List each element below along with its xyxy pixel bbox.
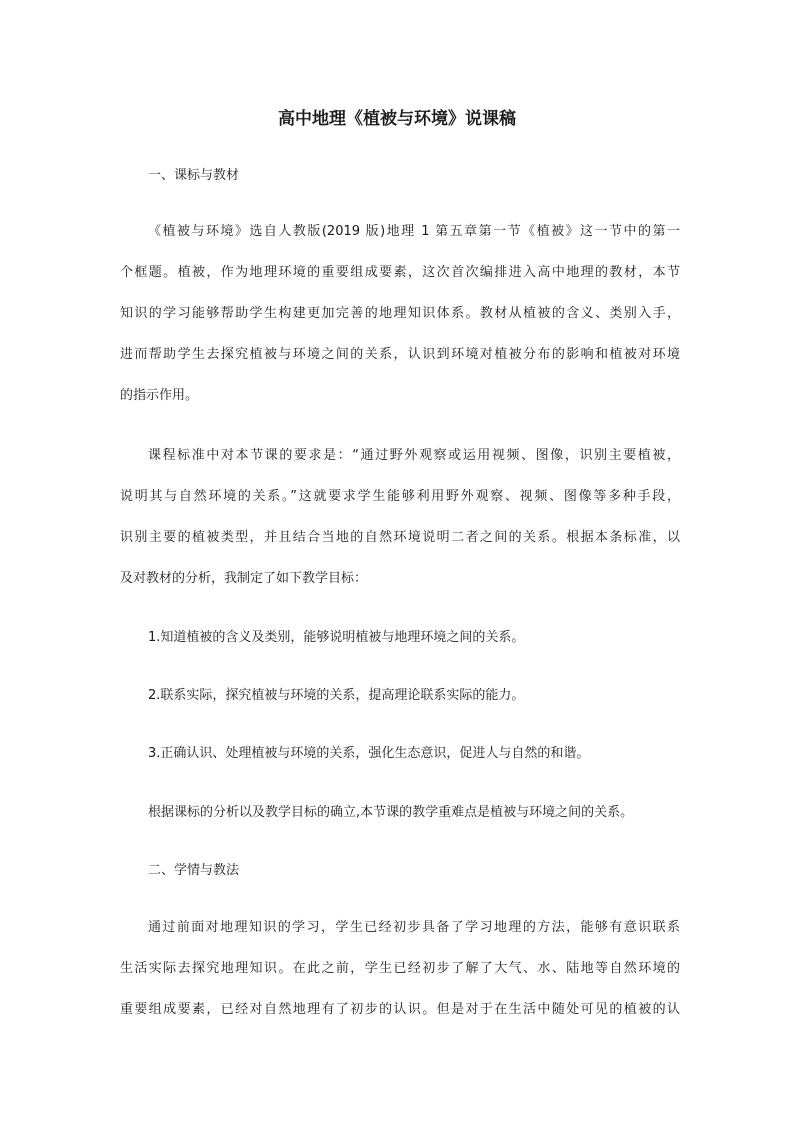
paragraph-line: 知识的学习能够帮助学生构建更加完善的地理知识体系。教材从植被的含义、类别入手， (120, 306, 680, 321)
paragraph-line: 课程标准中对本节课的要求是：“通过野外观察或运用视频、图像，识别主要植被， (148, 448, 680, 463)
paragraph-line: 生活实际去探究地理知识。在此之前，学生已经初步了解了大气、水、陆地等自然环境的 (120, 961, 680, 976)
section-heading-2: 二、学情与教法 (148, 863, 240, 878)
paragraph-line: 进而帮助学生去探究植被与环境之间的关系，认识到环境对植被分布的影响和植被对环境 (120, 347, 680, 362)
paragraph-line: 重要组成要素，已经对自然地理有了初步的认识。但是对于在生活中随处可见的植被的认 (120, 1002, 680, 1017)
paragraph-line: 通过前面对地理知识的学习，学生已经初步具备了学习地理的方法，能够有意识联系 (148, 920, 680, 935)
paragraph-line: 识别主要的植被类型，并且结合当地的自然环境说明二者之间的关系。根据本条标准，以 (120, 530, 680, 545)
paragraph-line: 及对教材的分析，我制定了如下教学目标： (120, 571, 368, 586)
paragraph-line: 根据课标的分析以及教学目标的确立,本节课的教学重难点是植被与环境之间的关系。 (148, 805, 634, 820)
goal-item: 3.正确认识、处理植被与环境的关系，强化生态意识，促进人与自然的和谐。 (148, 746, 590, 761)
document-title: 高中地理《植被与环境》说课稿 (278, 109, 516, 129)
goal-item: 1.知道植被的含义及类别，能够说明植被与地理环境之间的关系。 (148, 630, 525, 645)
paragraph-line: 的指示作用。 (120, 388, 199, 403)
paragraph-line: 《植被与环境》选自人教版(2019 版)地理 1 第五章第一节《植被》这一节中的第一 (148, 224, 680, 239)
paragraph-line: 说明其与自然环境的关系。”这就要求学生能够利用野外观察、视频、图像等多种手段， (120, 489, 680, 504)
section-heading-1: 一、课标与教材 (148, 168, 240, 183)
goal-item: 2.联系实际，探究植被与环境的关系，提高理论联系实际的能力。 (148, 688, 525, 703)
paragraph-line: 个框题。植被，作为地理环境的重要组成要素，这次首次编排进入高中地理的教材，本节 (120, 265, 680, 280)
